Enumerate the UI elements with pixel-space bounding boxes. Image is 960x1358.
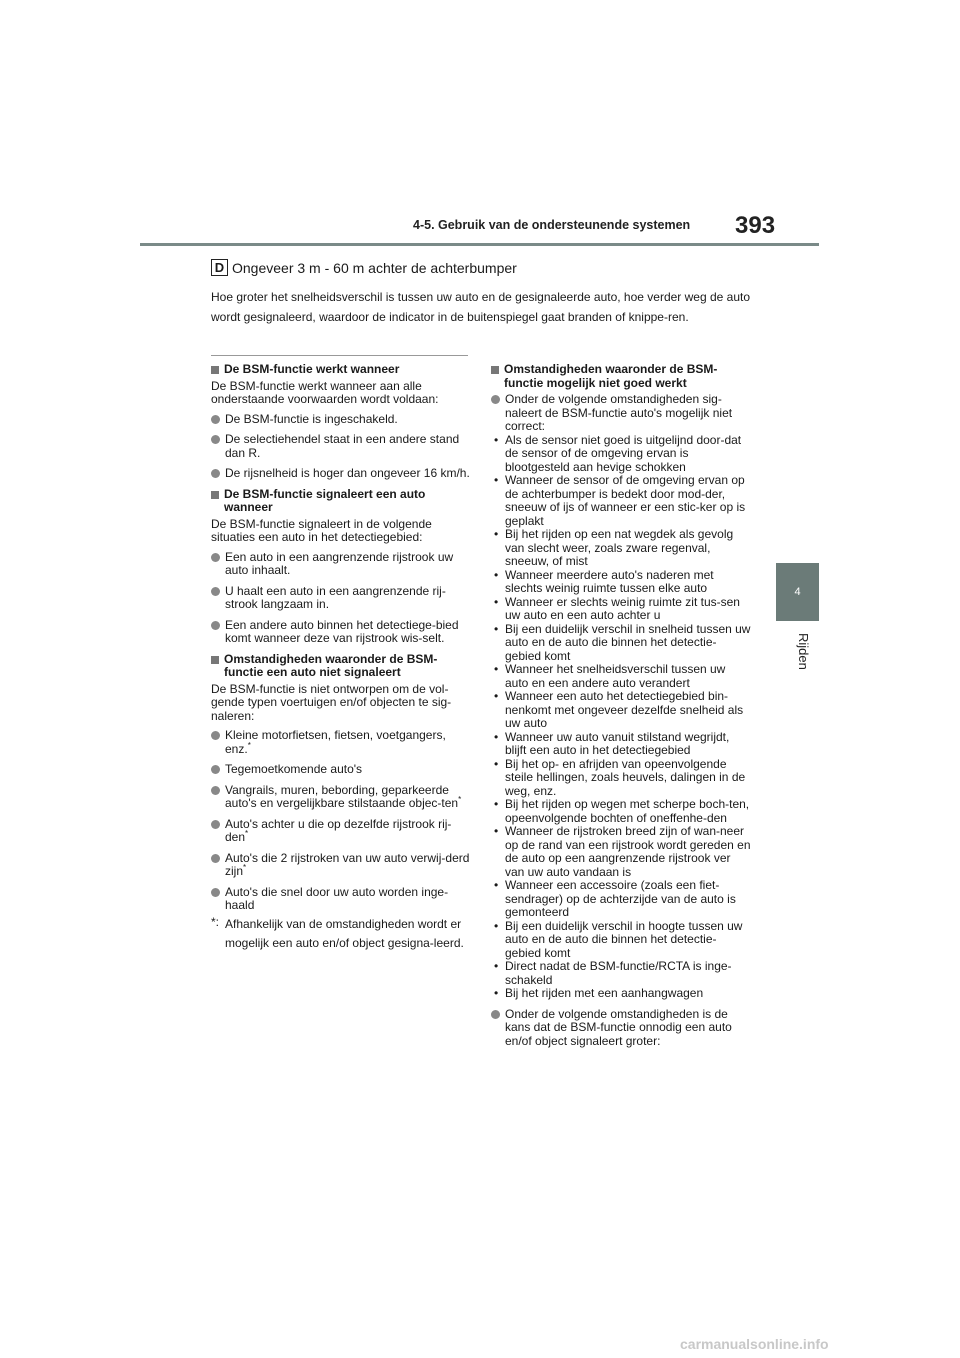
- list-item: Onder de volgende omstandigheden sig-naleert de BSM-functie auto's mogelijk niet correct:: [491, 393, 751, 434]
- list-item: U haalt een auto in een aangrenzende rij-strook langzaam in.: [211, 585, 471, 612]
- item-d-marker: D: [211, 259, 228, 276]
- list-item: Auto's die snel door uw auto worden inge-haald: [211, 886, 471, 913]
- list-item: De rijsnelheid is hoger dan ongeveer 16 km/h.: [211, 467, 471, 481]
- section-heading: De BSM-functie werkt wanneer: [211, 363, 471, 377]
- item-d-title: Ongeveer 3 m - 60 m achter de achterbumper: [232, 260, 517, 276]
- sub-list-item: • Bij een duidelijk verschil in snelheid tussen uw auto en de auto die binnen het detectie-gebied komt: [494, 621, 751, 663]
- section-paragraph: De BSM-functie werkt wanneer aan alle onderstaande voorwaarden wordt voldaan:: [211, 378, 439, 406]
- chapter-label: Rijden: [796, 633, 811, 670]
- footnote-asterisk: *: [458, 795, 462, 804]
- footnote-asterisk: *: [243, 863, 247, 872]
- sub-list-item: • Bij het rijden op een nat wegdek als gevolg van slecht weer, zoals zware regenval, sneeuw, of mist: [494, 527, 734, 568]
- square-bullet-icon: [491, 366, 499, 374]
- footnote-mark: *:: [211, 914, 220, 929]
- list-item: Een auto in een aangrenzende rijstrook uw auto inhaalt.: [211, 551, 471, 578]
- column-divider: [211, 355, 468, 356]
- footnote-asterisk: *: [245, 829, 249, 838]
- square-bullet-icon: [211, 656, 219, 664]
- footnote-asterisk: *: [247, 740, 251, 750]
- list-item: De BSM-functie is ingeschakeld.: [211, 413, 471, 427]
- footnote: *: Afhankelijk van de omstandigheden wordt er mogelijk een auto en/of object gesigna-leerd.: [211, 914, 464, 950]
- round-bullet-icon: [211, 415, 220, 424]
- section-heading: Omstandigheden waaronder de BSM-functie een auto niet signaleert: [211, 653, 471, 680]
- round-bullet-icon: [491, 1010, 500, 1019]
- right-column: [491, 363, 751, 1055]
- sub-list-item: • Wanneer er slechts weinig ruimte zit tus-sen uw auto en een auto achter u: [494, 594, 740, 622]
- sub-list-item: • Wanneer de sensor of de omgeving ervan op de achterbumper is bedekt door mod-der, sneeuw of ijs of wanneer er een stic-ker op is geplakt: [494, 473, 746, 528]
- section-paragraph: De BSM-functie signaleert in de volgende situaties een auto in het detectiegebied:: [211, 516, 432, 544]
- square-bullet-icon: [211, 366, 219, 374]
- sub-list-item: • Bij het rijden met een aanhangwagen: [494, 986, 704, 1000]
- round-bullet-icon: [211, 786, 220, 795]
- list-item: Auto's die 2 rijstroken van uw auto verwij-derd zijn*: [211, 852, 471, 879]
- sub-list-item: • Bij het rijden op wegen met scherpe boch-ten, opeenvolgende bochten of oneffenhe-den: [494, 797, 750, 825]
- section-heading: De BSM-functie signaleert een auto wanneer: [211, 488, 471, 515]
- list-item: Tegemoetkomende auto's: [211, 763, 471, 777]
- list-item: Kleine motorfietsen, fietsen, voetgangers, enz.*: [211, 729, 471, 756]
- left-column: [211, 363, 471, 953]
- sub-list-item: • Wanneer de rijstroken breed zijn of wan-neer op de rand van een rijstrook wordt gereden en de auto op een aangrenzende rijstrook ver van uw auto vandaan is: [494, 824, 751, 879]
- round-bullet-icon: [211, 854, 220, 863]
- sub-list-item: • Als de sensor niet goed is uitgelijnd door-dat de sensor of de omgeving ervan is blootgesteld aan hevige schokken: [494, 432, 742, 474]
- round-bullet-icon: [491, 395, 500, 404]
- list-item: Een andere auto binnen het detectiege-bied komt wanneer deze van rijstrook wis-selt.: [211, 619, 471, 646]
- list-item: Vangrails, muren, bebording, geparkeerde auto's en vergelijkbare stilstaande objec-ten*: [211, 784, 471, 811]
- round-bullet-icon: [211, 435, 220, 444]
- section-heading: Omstandigheden waaronder de BSM-functie mogelijk niet goed werkt: [491, 363, 751, 390]
- item-d-text: Hoe groter het snelheidsverschil is tussen uw auto en de gesignaleerde auto, hoe verder weg de auto wordt gesignaleerd, waardoor de indicator in de buitenspiegel gaat branden of knippe-ren.: [211, 290, 751, 324]
- chapter-tab[interactable]: 4: [776, 563, 819, 621]
- square-bullet-icon: [211, 491, 219, 499]
- sub-list-item: • Wanneer meerdere auto's naderen met slechts weinig ruimte tussen elke auto: [494, 567, 714, 595]
- sub-list-item: • Wanneer uw auto vanuit stilstand wegrijdt, blijft een auto in het detectiegebied: [494, 729, 730, 757]
- round-bullet-icon: [211, 553, 220, 562]
- round-bullet-icon: [211, 621, 220, 630]
- sub-list-item: • Bij het op- en afrijden van opeenvolgende steile hellingen, zoals heuvels, dalingen in de weg, enz.: [494, 756, 746, 798]
- round-bullet-icon: [211, 888, 220, 897]
- round-bullet-icon: [211, 820, 220, 829]
- sub-list-item: • Wanneer het snelheidsverschil tussen uw auto en een andere auto verandert: [494, 662, 726, 690]
- round-bullet-icon: [211, 765, 220, 774]
- page-number: 393: [735, 212, 776, 239]
- round-bullet-icon: [211, 469, 220, 478]
- section-title: 4-5. Gebruik van de ondersteunende systemen: [413, 218, 691, 232]
- round-bullet-icon: [211, 731, 220, 740]
- watermark: carmanualsonline.info: [680, 1336, 829, 1352]
- list-item: De selectiehendel staat in een andere stand dan R.: [211, 433, 471, 460]
- sub-list-item: • Wanneer een auto het detectiegebied bin-nenkomt met ongeveer dezelfde snelheid als uw auto: [494, 689, 744, 730]
- sub-list-item: • Wanneer een accessoire (zoals een fiet-sendrager) op de achterzijde van de auto is gemonteerd: [494, 878, 736, 919]
- sub-list-item: • Bij een duidelijk verschil in hoogte tussen uw auto en de auto die binnen het detectie-gebied komt: [494, 918, 743, 960]
- list-item: Auto's achter u die op dezelfde rijstrook rij-den*: [211, 818, 471, 845]
- section-paragraph: De BSM-functie is niet ontworpen om de vol-gende typen voertuigen en/of objecten te sig-naleren:: [211, 681, 452, 723]
- list-item: Onder de volgende omstandigheden is de kans dat de BSM-functie onnodig een auto en/of object signaleert groter:: [491, 1008, 751, 1049]
- round-bullet-icon: [211, 587, 220, 596]
- header-divider: [140, 243, 819, 246]
- sub-list-item: • Direct nadat de BSM-functie/RCTA is inge-schakeld: [494, 959, 732, 987]
